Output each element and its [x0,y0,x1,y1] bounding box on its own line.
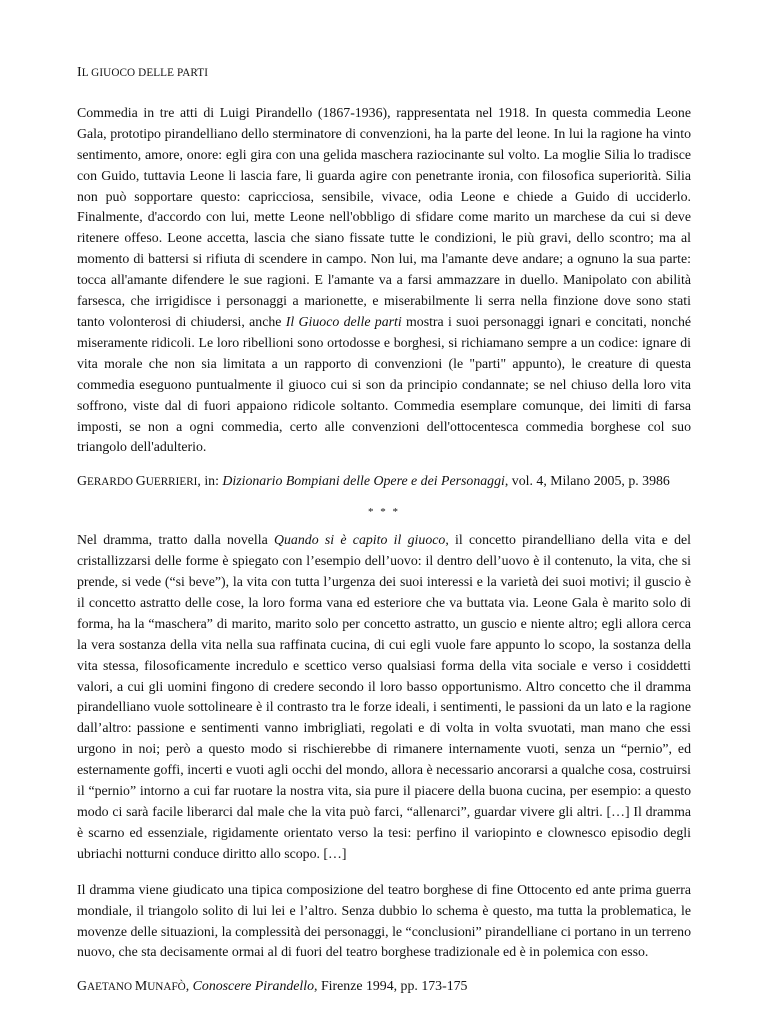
source2-work: Conoscere Pirandello [192,978,315,994]
summary-paragraph [77,103,691,458]
source2-author-initial-2: M [134,978,148,994]
source1-author-rest-1: ERARDO [87,476,136,489]
section-separator: * * * [368,506,400,519]
analysis-paragraph [77,530,691,865]
title-rest: L GIUOCO DELLE PARTI [81,67,209,79]
source-citation-1 [77,471,691,493]
source1-author-rest-2: UERRIERI [145,476,198,489]
summary-text-part2: mostra i suoi personaggi ignari e concitati, nonché miseramente ridicoli. Le loro ribellioni sono ortodosse e borghesi, si richiamano sempre a un codice: ignare di vita morale che non sia limitata a un rapporto di convenzioni (le "parti" appunto), le creature di questa commedia eseguono puntualmente il giuoco cui si son da principio condannate; se nel chiuso della loro vita soffrono, viste dal di fuori appaiono ridicole soltanto. Commedia esemplare comunque, dei limiti di farsa imposti, se non a ogni commedia, certo alle convenzioni dell'ottocentesca commedia borghese col suo triangolo dell'adulterio. [77,313,692,455]
source1-author-initial-1: G [77,473,87,489]
source2-author-rest-1: AETANO [87,981,135,994]
source2-prefix: , [185,978,193,994]
title-initial: I [77,64,82,79]
source-citation-2 [77,976,691,998]
analysis-text-part1: Nel dramma, tratto dalla novella [77,532,275,548]
source2-author-rest-2: UNAFÒ [147,981,186,994]
judgement-paragraph: Il dramma viene giudicato una tipica composizione del teatro borghese di fine Ottocento ed ante prima guerra mondiale, il triangolo solito di lui lei e l’altro. Senza dubbio lo schema è questo, ma tutta la problematica, le movenze delle situazioni, la complessità dei personaggi, le “conclusioni” pirandelliane ci portano in un terreno nuovo, che sta decisamente ormai al di fuori del teatro borghese tradizionale ed è in polemica con esso. [77,881,691,960]
source1-suffix: , vol. 4, Milano 2005, p. 3986 [504,473,670,489]
document-page [77,62,691,1010]
source1-author-initial-2: G [135,473,146,489]
document-title [77,62,691,84]
summary-work-title: Il Giuoco delle parti [285,313,402,329]
source1-work: Dizionario Bompiani delle Opere e dei Personaggi [222,473,505,489]
source2-author-initial-1: G [77,978,87,994]
analysis-text-part2: , il concetto pirandelliano della vita e del cristallizzarsi delle forme è spiegato con l’esempio dell’uovo: il dentro dell’uovo è il contenuto, la vita, che si prende, si vede (“si beve”), la vita con tutta l’urgenza dei suoi interessi e la varietà dei suoi motivi; il guscio è il concetto astratto delle cose, la loro forma vana ed esteriore che va buttata via. Leone Gala è marito solo di forma, ha la “maschera” di marito, marito solo per concetto astratto, un guscio e niente altro; egli allora cerca la vera sostanza della vita nella sua raffinata cucina, di cui egli vuole fare appunto lo scopo, la sostanza della vita stessa, filosoficamente incredulo e scettico verso qualsiasi forma della vita sociale e verso i cosiddetti valori, a cui gli uomini fingono di credere secondo il loro basso opportunismo. Altro concetto che il dramma pirandelliano vuole sottolineare è il contrasto tra le forze ideali, i sentimenti, le passioni da un lato e la ragione dall’altro: passione e sentimenti vanno imbrigliati, regolati e di volta in volta svuotati, man mano che essi urgono in noi; però a questo modo si rischierebbe di rimanere internamente vuoti, senza un “pernio”, ed esternamente goffi, incerti e vuoti agli occhi del mondo, allora è necessario ancorarsi a qualche cosa, costruirsi il “pernio” intorno a cui far ruotare la nostra vita, sia pure il piacere della buona cucina, per esempio: a questo modo ci sarà facile liberarci dal male che la vita può farci, “allenarci”, guardar vivere gli altri. […] Il dramma è scarno ed essenziale, rigidamente orientato verso la tesi: perfino il variopinto e clownesco episodio degli ubriachi notturni conduce diritto allo scopo. […] [77,532,692,861]
source1-prefix: , in: [197,473,223,489]
summary-text-part1: Commedia in tre atti di Luigi Pirandello (1867-1936), rappresentata nel 1918. In questa commedia Leone Gala, prototipo pirandelliano dello sterminatore di convenzioni, ha la parte del leone. In lui la ragione ha vinto sentimento, amore, onore: egli gira con una gelida maschera raziocinante sul volto. La moglie Silia lo tradisce con Guido, tuttavia Leone li lascia fare, li guarda agire con penetrante ironia, con filosofica superiorità. Silia non può sopportare questo: capricciosa, sensibile, vivace, odia Leone e chiede a Guido di ucciderlo. Finalmente, d'accordo con lui, mette Leone nell'obbligo di sfidare come marito un marchese da cui si deve ritenere offeso. Leone accetta, lascia che siano fissate tutte le condizioni, le più gravi, dello scontro; ma al momento di battersi si rifiuta di scendere in campo. Non lui, ma l'amante deve andare; a ognuno la sua parte: tocca all'amante difendere le sue ragioni. E l'amante va a farsi ammazzare in duello. Manipolato con abilità farsesca, che irrigidisce i personaggi a marionette, e miserabilmente li serra nella finzione dove sono stati tanto volonterosi di chiudersi, anche [77,104,691,329]
source2-suffix: , Firenze 1994, pp. 173-175 [314,978,468,994]
analysis-novella-title: Quando si è capito il giuoco [274,532,446,548]
